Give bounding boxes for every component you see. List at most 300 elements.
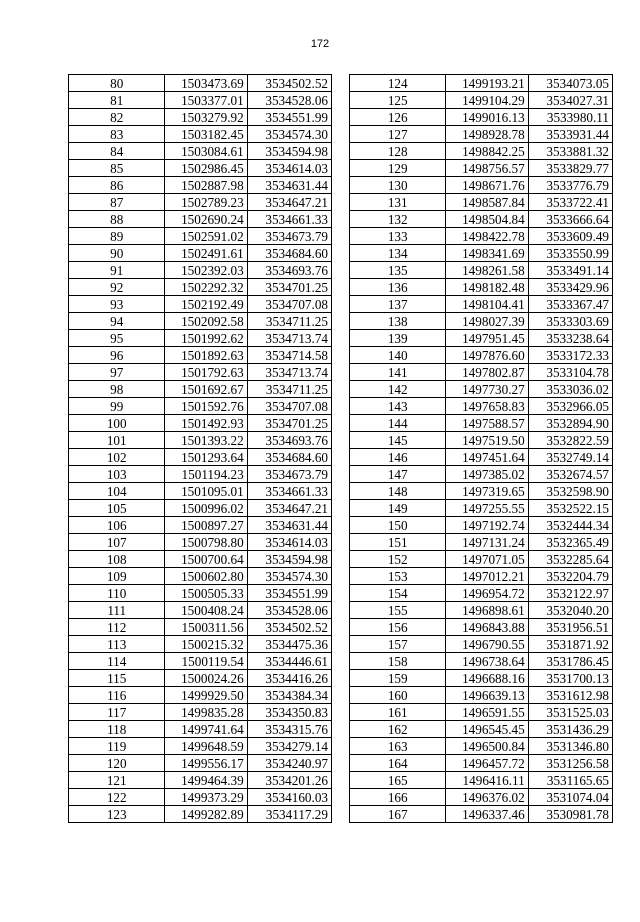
x-coordinate-cell: 1502690.24 (165, 211, 247, 228)
point-number-cell: 108 (69, 551, 165, 568)
x-coordinate-cell: 1499741.64 (165, 721, 247, 738)
point-number-cell: 166 (350, 789, 446, 806)
y-coordinate-cell: 3533776.79 (528, 177, 612, 194)
table-row (350, 449, 613, 466)
table-row (350, 738, 613, 755)
point-number-cell: 130 (350, 177, 446, 194)
table-row (69, 296, 332, 313)
point-number-cell: 101 (69, 432, 165, 449)
point-number-cell: 106 (69, 517, 165, 534)
point-number-cell: 142 (350, 381, 446, 398)
y-coordinate-cell: 3531256.58 (528, 755, 612, 772)
y-coordinate-cell: 3533550.99 (528, 245, 612, 262)
point-number-cell: 98 (69, 381, 165, 398)
table-row (350, 721, 613, 738)
y-coordinate-cell: 3534594.98 (247, 143, 331, 160)
y-coordinate-cell: 3533491.14 (528, 262, 612, 279)
table-row (69, 143, 332, 160)
table-row (350, 245, 613, 262)
y-coordinate-cell: 3534711.25 (247, 313, 331, 330)
y-coordinate-cell: 3534350.83 (247, 704, 331, 721)
table-row (350, 228, 613, 245)
table-row (69, 415, 332, 432)
y-coordinate-cell: 3533881.32 (528, 143, 612, 160)
x-coordinate-cell: 1497951.45 (446, 330, 528, 347)
table-row (350, 211, 613, 228)
point-number-cell: 104 (69, 483, 165, 500)
x-coordinate-cell: 1498504.84 (446, 211, 528, 228)
table-row (69, 75, 332, 92)
y-coordinate-cell: 3531612.98 (528, 687, 612, 704)
x-coordinate-cell: 1497658.83 (446, 398, 528, 415)
point-number-cell: 164 (350, 755, 446, 772)
y-coordinate-cell: 3533172.33 (528, 347, 612, 364)
coordinates-table-right (349, 74, 613, 823)
point-number-cell: 159 (350, 670, 446, 687)
table-row (350, 92, 613, 109)
x-coordinate-cell: 1497876.60 (446, 347, 528, 364)
x-coordinate-cell: 1498842.25 (446, 143, 528, 160)
x-coordinate-cell: 1503084.61 (165, 143, 247, 160)
x-coordinate-cell: 1503377.01 (165, 92, 247, 109)
table-row (69, 534, 332, 551)
point-number-cell: 158 (350, 653, 446, 670)
x-coordinate-cell: 1503473.69 (165, 75, 247, 92)
point-number-cell: 126 (350, 109, 446, 126)
table-row (69, 211, 332, 228)
x-coordinate-cell: 1498422.78 (446, 228, 528, 245)
y-coordinate-cell: 3531956.51 (528, 619, 612, 636)
x-coordinate-cell: 1502192.49 (165, 296, 247, 313)
x-coordinate-cell: 1501992.62 (165, 330, 247, 347)
point-number-cell: 91 (69, 262, 165, 279)
coordinates-table-left (68, 74, 332, 823)
y-coordinate-cell: 3534673.79 (247, 466, 331, 483)
x-coordinate-cell: 1499104.29 (446, 92, 528, 109)
y-coordinate-cell: 3534416.26 (247, 670, 331, 687)
x-coordinate-cell: 1500996.02 (165, 500, 247, 517)
y-coordinate-cell: 3531165.65 (528, 772, 612, 789)
table-row (350, 109, 613, 126)
y-coordinate-cell: 3531074.04 (528, 789, 612, 806)
x-coordinate-cell: 1497012.21 (446, 568, 528, 585)
x-coordinate-cell: 1497255.55 (446, 500, 528, 517)
table-row (69, 500, 332, 517)
x-coordinate-cell: 1496688.16 (446, 670, 528, 687)
point-number-cell: 85 (69, 160, 165, 177)
point-number-cell: 124 (350, 75, 446, 92)
x-coordinate-cell: 1497192.74 (446, 517, 528, 534)
x-coordinate-cell: 1497730.27 (446, 381, 528, 398)
y-coordinate-cell: 3534551.99 (247, 585, 331, 602)
y-coordinate-cell: 3534701.25 (247, 279, 331, 296)
table-row (69, 585, 332, 602)
point-number-cell: 81 (69, 92, 165, 109)
table-row (350, 75, 613, 92)
y-coordinate-cell: 3534684.60 (247, 449, 331, 466)
x-coordinate-cell: 1500408.24 (165, 602, 247, 619)
point-number-cell: 102 (69, 449, 165, 466)
point-number-cell: 135 (350, 262, 446, 279)
point-number-cell: 160 (350, 687, 446, 704)
point-number-cell: 80 (69, 75, 165, 92)
y-coordinate-cell: 3534647.21 (247, 194, 331, 211)
point-number-cell: 116 (69, 687, 165, 704)
x-coordinate-cell: 1498261.58 (446, 262, 528, 279)
x-coordinate-cell: 1501692.67 (165, 381, 247, 398)
point-number-cell: 140 (350, 347, 446, 364)
y-coordinate-cell: 3534475.36 (247, 636, 331, 653)
y-coordinate-cell: 3534684.60 (247, 245, 331, 262)
y-coordinate-cell: 3534707.08 (247, 296, 331, 313)
x-coordinate-cell: 1501393.22 (165, 432, 247, 449)
table-row (69, 381, 332, 398)
x-coordinate-cell: 1502092.58 (165, 313, 247, 330)
point-number-cell: 165 (350, 772, 446, 789)
x-coordinate-cell: 1499556.17 (165, 755, 247, 772)
table-row (350, 806, 613, 823)
x-coordinate-cell: 1498341.69 (446, 245, 528, 262)
table-row (69, 262, 332, 279)
point-number-cell: 118 (69, 721, 165, 738)
table-row (350, 619, 613, 636)
point-number-cell: 121 (69, 772, 165, 789)
point-number-cell: 136 (350, 279, 446, 296)
x-coordinate-cell: 1496457.72 (446, 755, 528, 772)
y-coordinate-cell: 3534614.03 (247, 534, 331, 551)
table-row (350, 483, 613, 500)
table-row (350, 160, 613, 177)
point-number-cell: 131 (350, 194, 446, 211)
y-coordinate-cell: 3534647.21 (247, 500, 331, 517)
point-number-cell: 144 (350, 415, 446, 432)
point-number-cell: 134 (350, 245, 446, 262)
table-row (350, 279, 613, 296)
point-number-cell: 141 (350, 364, 446, 381)
y-coordinate-cell: 3531436.29 (528, 721, 612, 738)
y-coordinate-cell: 3534240.97 (247, 755, 331, 772)
point-number-cell: 109 (69, 568, 165, 585)
table-row (69, 551, 332, 568)
y-coordinate-cell: 3534693.76 (247, 262, 331, 279)
y-coordinate-cell: 3534502.52 (247, 619, 331, 636)
point-number-cell: 132 (350, 211, 446, 228)
table-row (350, 772, 613, 789)
y-coordinate-cell: 3534160.03 (247, 789, 331, 806)
x-coordinate-cell: 1496416.11 (446, 772, 528, 789)
point-number-cell: 103 (69, 466, 165, 483)
y-coordinate-cell: 3534502.52 (247, 75, 331, 92)
point-number-cell: 127 (350, 126, 446, 143)
y-coordinate-cell: 3531786.45 (528, 653, 612, 670)
point-number-cell: 88 (69, 211, 165, 228)
x-coordinate-cell: 1502887.98 (165, 177, 247, 194)
point-number-cell: 89 (69, 228, 165, 245)
x-coordinate-cell: 1497071.05 (446, 551, 528, 568)
x-coordinate-cell: 1496337.46 (446, 806, 528, 823)
x-coordinate-cell: 1496738.64 (446, 653, 528, 670)
y-coordinate-cell: 3534711.25 (247, 381, 331, 398)
y-coordinate-cell: 3534528.06 (247, 92, 331, 109)
point-number-cell: 149 (350, 500, 446, 517)
point-number-cell: 92 (69, 279, 165, 296)
x-coordinate-cell: 1496954.72 (446, 585, 528, 602)
point-number-cell: 87 (69, 194, 165, 211)
table-row (69, 789, 332, 806)
table-row (69, 364, 332, 381)
table-row (69, 228, 332, 245)
x-coordinate-cell: 1500602.80 (165, 568, 247, 585)
x-coordinate-cell: 1497385.02 (446, 466, 528, 483)
y-coordinate-cell: 3534713.74 (247, 330, 331, 347)
point-number-cell: 107 (69, 534, 165, 551)
x-coordinate-cell: 1501792.63 (165, 364, 247, 381)
x-coordinate-cell: 1497802.87 (446, 364, 528, 381)
x-coordinate-cell: 1502292.32 (165, 279, 247, 296)
y-coordinate-cell: 3534117.29 (247, 806, 331, 823)
point-number-cell: 105 (69, 500, 165, 517)
page-number: 172 (310, 38, 330, 50)
x-coordinate-cell: 1502986.45 (165, 160, 247, 177)
x-coordinate-cell: 1501492.93 (165, 415, 247, 432)
y-coordinate-cell: 3533980.11 (528, 109, 612, 126)
table-row (350, 704, 613, 721)
y-coordinate-cell: 3533609.49 (528, 228, 612, 245)
y-coordinate-cell: 3534551.99 (247, 109, 331, 126)
x-coordinate-cell: 1498671.76 (446, 177, 528, 194)
point-number-cell: 147 (350, 466, 446, 483)
x-coordinate-cell: 1501194.23 (165, 466, 247, 483)
y-coordinate-cell: 3532122.97 (528, 585, 612, 602)
table-row (350, 126, 613, 143)
x-coordinate-cell: 1496376.02 (446, 789, 528, 806)
table-row (69, 738, 332, 755)
table-row (350, 636, 613, 653)
y-coordinate-cell: 3533036.02 (528, 381, 612, 398)
x-coordinate-cell: 1496843.88 (446, 619, 528, 636)
y-coordinate-cell: 3533238.64 (528, 330, 612, 347)
x-coordinate-cell: 1500119.54 (165, 653, 247, 670)
y-coordinate-cell: 3532894.90 (528, 415, 612, 432)
x-coordinate-cell: 1498182.48 (446, 279, 528, 296)
table-row (69, 636, 332, 653)
table-row (350, 194, 613, 211)
point-number-cell: 95 (69, 330, 165, 347)
table-row (69, 432, 332, 449)
y-coordinate-cell: 3531525.03 (528, 704, 612, 721)
y-coordinate-cell: 3533722.41 (528, 194, 612, 211)
y-coordinate-cell: 3534446.61 (247, 653, 331, 670)
point-number-cell: 153 (350, 568, 446, 585)
table-row (69, 92, 332, 109)
table-row (69, 687, 332, 704)
x-coordinate-cell: 1500215.32 (165, 636, 247, 653)
table-row (69, 330, 332, 347)
y-coordinate-cell: 3534574.30 (247, 126, 331, 143)
x-coordinate-cell: 1497131.24 (446, 534, 528, 551)
y-coordinate-cell: 3533666.64 (528, 211, 612, 228)
y-coordinate-cell: 3534027.31 (528, 92, 612, 109)
y-coordinate-cell: 3532822.59 (528, 432, 612, 449)
table-row (350, 296, 613, 313)
x-coordinate-cell: 1503279.92 (165, 109, 247, 126)
point-number-cell: 154 (350, 585, 446, 602)
y-coordinate-cell: 3533367.47 (528, 296, 612, 313)
table-row (350, 755, 613, 772)
x-coordinate-cell: 1498027.39 (446, 313, 528, 330)
x-coordinate-cell: 1499373.29 (165, 789, 247, 806)
x-coordinate-cell: 1500505.33 (165, 585, 247, 602)
point-number-cell: 150 (350, 517, 446, 534)
table-row (69, 755, 332, 772)
y-coordinate-cell: 3534279.14 (247, 738, 331, 755)
y-coordinate-cell: 3532204.79 (528, 568, 612, 585)
y-coordinate-cell: 3534661.33 (247, 483, 331, 500)
y-coordinate-cell: 3532285.64 (528, 551, 612, 568)
y-coordinate-cell: 3534707.08 (247, 398, 331, 415)
y-coordinate-cell: 3532365.49 (528, 534, 612, 551)
y-coordinate-cell: 3534693.76 (247, 432, 331, 449)
point-number-cell: 114 (69, 653, 165, 670)
point-number-cell: 120 (69, 755, 165, 772)
table-row (350, 517, 613, 534)
point-number-cell: 110 (69, 585, 165, 602)
y-coordinate-cell: 3532522.15 (528, 500, 612, 517)
point-number-cell: 90 (69, 245, 165, 262)
table-row (350, 415, 613, 432)
table-row (350, 177, 613, 194)
table-row (350, 313, 613, 330)
table-row (69, 126, 332, 143)
table-row (350, 262, 613, 279)
x-coordinate-cell: 1499648.59 (165, 738, 247, 755)
y-coordinate-cell: 3533303.69 (528, 313, 612, 330)
y-coordinate-cell: 3533829.77 (528, 160, 612, 177)
point-number-cell: 84 (69, 143, 165, 160)
y-coordinate-cell: 3531346.80 (528, 738, 612, 755)
point-number-cell: 123 (69, 806, 165, 823)
table-row (69, 347, 332, 364)
x-coordinate-cell: 1503182.45 (165, 126, 247, 143)
y-coordinate-cell: 3534614.03 (247, 160, 331, 177)
x-coordinate-cell: 1497451.64 (446, 449, 528, 466)
x-coordinate-cell: 1500897.27 (165, 517, 247, 534)
table-row (350, 670, 613, 687)
point-number-cell: 97 (69, 364, 165, 381)
point-number-cell: 143 (350, 398, 446, 415)
y-coordinate-cell: 3532040.20 (528, 602, 612, 619)
y-coordinate-cell: 3534201.26 (247, 772, 331, 789)
x-coordinate-cell: 1502491.61 (165, 245, 247, 262)
point-number-cell: 128 (350, 143, 446, 160)
point-number-cell: 148 (350, 483, 446, 500)
x-coordinate-cell: 1496500.84 (446, 738, 528, 755)
table-row (69, 313, 332, 330)
point-number-cell: 145 (350, 432, 446, 449)
y-coordinate-cell: 3534384.34 (247, 687, 331, 704)
point-number-cell: 86 (69, 177, 165, 194)
table-row (350, 602, 613, 619)
x-coordinate-cell: 1496898.61 (446, 602, 528, 619)
table-row (69, 602, 332, 619)
table-row (350, 551, 613, 568)
point-number-cell: 161 (350, 704, 446, 721)
x-coordinate-cell: 1501592.76 (165, 398, 247, 415)
table-row (69, 245, 332, 262)
x-coordinate-cell: 1496790.55 (446, 636, 528, 653)
point-number-cell: 100 (69, 415, 165, 432)
point-number-cell: 125 (350, 92, 446, 109)
x-coordinate-cell: 1501095.01 (165, 483, 247, 500)
x-coordinate-cell: 1500024.26 (165, 670, 247, 687)
point-number-cell: 94 (69, 313, 165, 330)
table-row (69, 670, 332, 687)
x-coordinate-cell: 1498928.78 (446, 126, 528, 143)
table-row (350, 585, 613, 602)
point-number-cell: 133 (350, 228, 446, 245)
point-number-cell: 122 (69, 789, 165, 806)
table-row (350, 687, 613, 704)
point-number-cell: 83 (69, 126, 165, 143)
x-coordinate-cell: 1496591.55 (446, 704, 528, 721)
x-coordinate-cell: 1499193.21 (446, 75, 528, 92)
x-coordinate-cell: 1501293.64 (165, 449, 247, 466)
point-number-cell: 146 (350, 449, 446, 466)
table-row (350, 789, 613, 806)
y-coordinate-cell: 3532674.57 (528, 466, 612, 483)
point-number-cell: 155 (350, 602, 446, 619)
table-row (350, 398, 613, 415)
table-row (69, 568, 332, 585)
y-coordinate-cell: 3534631.44 (247, 177, 331, 194)
x-coordinate-cell: 1500700.64 (165, 551, 247, 568)
point-number-cell: 117 (69, 704, 165, 721)
point-number-cell: 152 (350, 551, 446, 568)
x-coordinate-cell: 1496639.13 (446, 687, 528, 704)
table-row (350, 653, 613, 670)
y-coordinate-cell: 3532966.05 (528, 398, 612, 415)
x-coordinate-cell: 1497588.57 (446, 415, 528, 432)
point-number-cell: 99 (69, 398, 165, 415)
y-coordinate-cell: 3534594.98 (247, 551, 331, 568)
point-number-cell: 96 (69, 347, 165, 364)
x-coordinate-cell: 1501892.63 (165, 347, 247, 364)
table-row (69, 449, 332, 466)
point-number-cell: 113 (69, 636, 165, 653)
x-coordinate-cell: 1498104.41 (446, 296, 528, 313)
y-coordinate-cell: 3534673.79 (247, 228, 331, 245)
y-coordinate-cell: 3532598.90 (528, 483, 612, 500)
x-coordinate-cell: 1502392.03 (165, 262, 247, 279)
table-row (350, 143, 613, 160)
point-number-cell: 167 (350, 806, 446, 823)
table-row (69, 721, 332, 738)
x-coordinate-cell: 1502789.23 (165, 194, 247, 211)
point-number-cell: 112 (69, 619, 165, 636)
point-number-cell: 156 (350, 619, 446, 636)
point-number-cell: 129 (350, 160, 446, 177)
y-coordinate-cell: 3533104.78 (528, 364, 612, 381)
x-coordinate-cell: 1500311.56 (165, 619, 247, 636)
table-row (69, 398, 332, 415)
x-coordinate-cell: 1496545.45 (446, 721, 528, 738)
x-coordinate-cell: 1499464.39 (165, 772, 247, 789)
table-row (69, 466, 332, 483)
table-row (69, 772, 332, 789)
point-number-cell: 157 (350, 636, 446, 653)
point-number-cell: 151 (350, 534, 446, 551)
y-coordinate-cell: 3534631.44 (247, 517, 331, 534)
